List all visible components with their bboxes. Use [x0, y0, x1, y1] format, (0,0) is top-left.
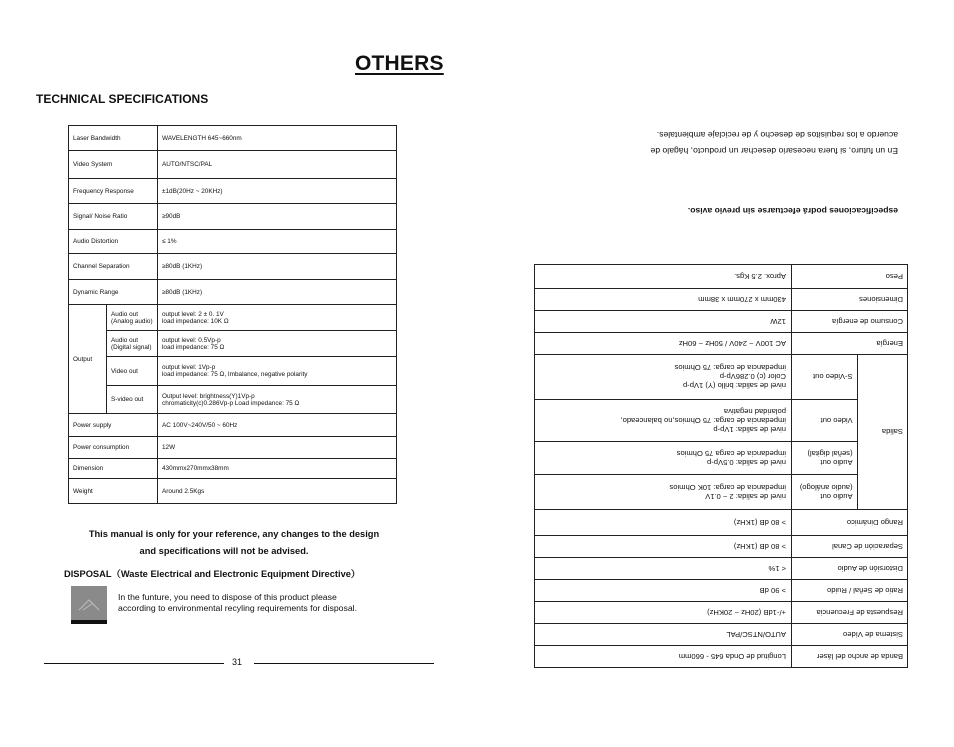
spec-label: Audio Distortion [69, 230, 158, 254]
spec-value: > 80 dB (1KHz) [535, 510, 792, 536]
spec-label: Laser Bandwidth [69, 126, 158, 151]
spec-value: ±1dB(20Hz ~ 20KHz) [158, 179, 397, 204]
spec-value [535, 355, 792, 400]
spec-value: > 80 dB (1KHz) [535, 536, 792, 558]
table-row [535, 400, 908, 442]
disposal-line: En un futuro, si fuera necesario desechar un producto, hágalo de [650, 146, 898, 156]
page-title: OTHERS [355, 52, 444, 75]
table-row [535, 311, 908, 333]
spec-label: Ratio de Señal / Ruido [792, 580, 908, 602]
spec-label: Weight [69, 479, 158, 504]
value-line: nivel de salida: 0.5Vp-p [707, 458, 786, 467]
spec-table-spanish [534, 264, 908, 668]
spec-value: ≥80dB (1KHz) [158, 280, 397, 305]
spec-value: ≤ 1% [158, 230, 397, 254]
page-number: 31 [232, 657, 243, 667]
value-line: output level: 2 ± 0. 1V [162, 310, 224, 318]
spec-label: Salida [857, 355, 907, 510]
spec-value: > 90 dB [535, 580, 792, 602]
table-row [69, 230, 397, 254]
sublabel-line: Audio out [111, 310, 139, 318]
spec-value: Around 2.5Kgs [158, 479, 397, 504]
spec-value: +/-1dB (20Hz ~ 20KHz) [535, 602, 792, 624]
value-line: load impedance: 75 Ω, Imbalance, negative polarity [162, 371, 308, 378]
spec-label: Dimension [69, 459, 158, 479]
spec-value: Longitud de Onda 645 - 660mm [535, 646, 792, 668]
reference-note-line2: and specifications will not be advised. [139, 546, 309, 556]
spec-label: Distorsión de Audio [792, 558, 908, 580]
value-line: chromaticity(c)0.286Vp-p Load impedance: 75 Ω [162, 399, 300, 407]
spec-value: ≥90dB [158, 204, 397, 230]
spec-value: 430mmx270mmx38mm [158, 459, 397, 479]
table-row [69, 151, 397, 179]
spec-value: AUTO/NTSC/PAL [535, 624, 792, 646]
spec-label: Power consumption [69, 437, 158, 459]
value-line: nivel de salida: 2 ~ 0.1V [705, 492, 786, 501]
spec-value: WAVELENGTH 645~660nm [158, 126, 397, 151]
spanish-advice-note: especificaciones podrá efectuarse sin previo aviso. [687, 206, 898, 216]
spec-label: Banda de ancho del láser [792, 646, 908, 668]
spec-label: Signal/ Noise Ratio [69, 204, 158, 230]
spec-value: AUTO/NTSC/PAL [158, 151, 397, 179]
disposal-title: DISPOSAL（Waste Electrical and Electronic Equipment Directive） [64, 569, 361, 579]
spec-value: 12W [158, 437, 397, 459]
weee-recycle-icon [71, 586, 107, 624]
value-line: impedancia de carga: 75 Ohmios,no balanceado, [620, 416, 786, 425]
spec-label: Respuesta de Frecuencia [792, 602, 908, 624]
spec-value: AC 100V ~ 240V / 50Hz ~ 60Hz [535, 333, 792, 355]
spec-label: Sistema de Vídeo [792, 624, 908, 646]
table-row [69, 414, 397, 437]
spec-label: Output [69, 305, 107, 414]
value-line: output level: 1Vp-p [162, 364, 216, 371]
value-line: output level: 0.5Vp-p [162, 336, 221, 344]
sublabel-line: (Analog audio) [111, 317, 153, 325]
spec-value: ≥80dB (1KHz) [158, 254, 397, 280]
footer-rule-left [44, 663, 224, 664]
sublabel-line: (señal digital) [807, 449, 853, 458]
table-row [535, 355, 908, 400]
table-row [69, 179, 397, 204]
output-sublabel [792, 442, 858, 475]
table-row [69, 126, 397, 151]
disposal-line: according to environmental recyling requirements for disposal. [118, 603, 358, 613]
output-sublabel: S-Video out [792, 355, 858, 400]
output-sublabel [107, 331, 158, 357]
right-page-spanish-upside-down [477, 0, 954, 747]
spec-label: Dynamic Range [69, 280, 158, 305]
table-row [69, 459, 397, 479]
table-row [69, 479, 397, 504]
value-line: Output level: brightness(Y)1Vp-p [162, 392, 255, 400]
value-line: impedancia de carga: 75 Ohmios [674, 363, 786, 373]
spec-label: Energía [792, 333, 908, 355]
table-row [535, 536, 908, 558]
output-sublabel: Video out [792, 400, 858, 442]
spec-value: Aprox. 2.5 Kgs. [535, 265, 792, 289]
sublabel-line: Audio out [111, 336, 139, 344]
spec-value [158, 305, 397, 331]
output-sublabel: Video out [107, 357, 158, 386]
table-row [535, 602, 908, 624]
value-line: impedancia de carga: 10K Ohmios [669, 483, 786, 492]
disposal-line: In the funture, you need to dispose of this product please [118, 592, 337, 602]
value-line: nivel de salida: 1Vp-p [713, 425, 786, 434]
spec-label: Rango Dinámico [792, 510, 908, 536]
table-row [535, 289, 908, 311]
spanish-disposal-text [598, 127, 898, 159]
table-row [69, 204, 397, 230]
value-line: nivel de salida: brillo (Y) 1Vp-p [683, 381, 786, 391]
table-row [535, 333, 908, 355]
output-sublabel [792, 475, 858, 510]
value-line: Color (c) 0.286Vp-p [719, 372, 786, 382]
table-row [535, 265, 908, 289]
footer-rule-right [254, 663, 434, 664]
spec-label: Peso [792, 265, 908, 289]
sublabel-line: (audio análogo) [799, 483, 853, 492]
table-row [535, 475, 908, 510]
spec-value: AC 100V~240V/50 ~ 60Hz [158, 414, 397, 437]
spec-value: < 1% [535, 558, 792, 580]
spec-value [158, 331, 397, 357]
spec-label: Dimensiones [792, 289, 908, 311]
value-line: load impedance: 10K Ω [162, 317, 229, 325]
value-line: polaridad negativa [723, 407, 786, 416]
reference-note-line1: This manual is only for your reference, any changes to the design [88, 529, 380, 539]
spec-value [535, 400, 792, 442]
disposal-line: acuerdo a los requisitos de desecho y de reciclaje ambientales. [656, 130, 898, 140]
spec-value: 12W [535, 311, 792, 333]
spec-label: Power supply [69, 414, 158, 437]
spec-label: Frequency Response [69, 179, 158, 204]
spec-table-english [68, 125, 397, 504]
output-sublabel: S-video out [107, 386, 158, 414]
section-title: TECHNICAL SPECIFICATIONS [36, 92, 209, 106]
spec-label: Consumo de energía [792, 311, 908, 333]
spec-value [158, 386, 397, 414]
spec-value: 430mm x 270mm x 38mm [535, 289, 792, 311]
disposal-text [118, 592, 408, 614]
table-row [69, 305, 397, 331]
value-line: load impedance: 75 Ω [162, 343, 225, 351]
table-row [535, 580, 908, 602]
table-row [69, 437, 397, 459]
spec-label: Channel Separation [69, 254, 158, 280]
table-row [535, 510, 908, 536]
spec-label: Video System [69, 151, 158, 179]
sublabel-line: Audio out [820, 492, 853, 501]
spec-value [535, 475, 792, 510]
table-row [535, 558, 908, 580]
weee-bar [71, 620, 107, 624]
table-row [69, 386, 397, 414]
table-row [535, 442, 908, 475]
table-row [69, 331, 397, 357]
table-row [535, 624, 908, 646]
spec-value [535, 442, 792, 475]
sublabel-line: Audio out [820, 458, 853, 467]
table-row [535, 646, 908, 668]
recycle-mark-icon [77, 594, 101, 614]
table-row [69, 357, 397, 386]
table-row [69, 254, 397, 280]
output-sublabel [107, 305, 158, 331]
spec-value [158, 357, 397, 386]
value-line: impedancia de carga 75 Ohmios [676, 449, 786, 458]
table-row [69, 280, 397, 305]
spec-label: Separación de Canal [792, 536, 908, 558]
sublabel-line: (Digital signal) [111, 343, 152, 351]
